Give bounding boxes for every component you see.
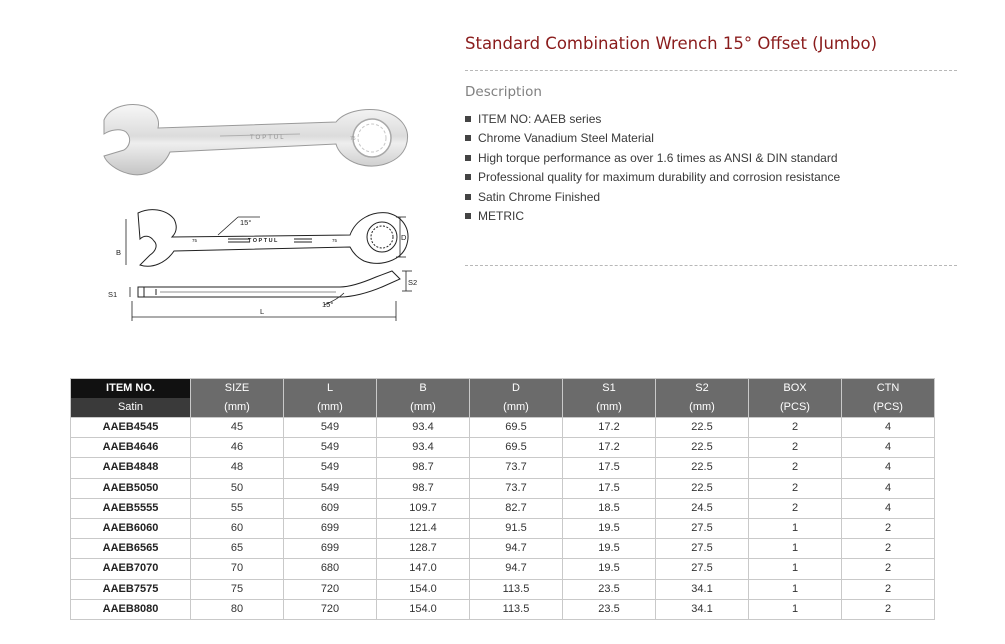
s2-cell: 27.5 (656, 559, 749, 579)
label-s1: S1 (108, 290, 118, 299)
d-cell: 113.5 (470, 579, 563, 599)
table-row (71, 579, 935, 599)
item-no-cell: AAEB5555 (71, 498, 191, 518)
size-cell: 65 (191, 539, 284, 559)
l-cell: 609 (284, 498, 377, 518)
s1-cell: 17.2 (563, 438, 656, 458)
s1-cell: 19.5 (563, 559, 656, 579)
l-cell: 699 (284, 539, 377, 559)
l-cell: 549 (284, 418, 377, 438)
b-cell: 93.4 (377, 418, 470, 438)
b-cell: 154.0 (377, 599, 470, 619)
s2-cell: 22.5 (656, 418, 749, 438)
header-d: D (470, 379, 563, 399)
s2-cell: 27.5 (656, 518, 749, 538)
s2-cell: 24.5 (656, 498, 749, 518)
box-cell: 1 (749, 599, 842, 619)
diagram-size-mark-right: 75 (332, 238, 338, 243)
product-photo (100, 98, 430, 182)
square-bullet-icon (465, 155, 471, 161)
box-cell: 2 (749, 438, 842, 458)
s2-cell: 22.5 (656, 478, 749, 498)
s2-cell: 22.5 (656, 458, 749, 478)
header-s1: S1 (563, 379, 656, 399)
square-bullet-icon (465, 194, 471, 200)
ctn-cell: 2 (842, 599, 935, 619)
b-cell: 109.7 (377, 498, 470, 518)
square-bullet-icon (465, 116, 471, 122)
description-item: ITEM NO: AAEB series (465, 112, 840, 131)
size-cell: 45 (191, 418, 284, 438)
d-cell: 73.7 (470, 478, 563, 498)
description-list (465, 112, 840, 228)
l-cell: 549 (284, 438, 377, 458)
d-cell: 113.5 (470, 599, 563, 619)
b-cell: 154.0 (377, 579, 470, 599)
description-item: Satin Chrome Finished (465, 190, 840, 209)
specification-table (70, 378, 935, 620)
box-cell: 1 (749, 579, 842, 599)
ctn-cell: 4 (842, 458, 935, 478)
l-cell: 720 (284, 579, 377, 599)
item-no-cell: AAEB4848 (71, 458, 191, 478)
label-d: D (401, 233, 407, 242)
item-no-cell: AAEB4545 (71, 418, 191, 438)
d-cell: 94.7 (470, 539, 563, 559)
table-header (71, 379, 935, 418)
label-b: B (116, 248, 122, 257)
s1-cell: 17.5 (563, 478, 656, 498)
table-row (71, 599, 935, 619)
s2-cell: 34.1 (656, 599, 749, 619)
box-cell: 1 (749, 518, 842, 538)
s2-cell: 22.5 (656, 438, 749, 458)
dimension-diagram (100, 205, 430, 325)
d-cell: 73.7 (470, 458, 563, 478)
divider-top (465, 70, 957, 71)
l-cell: 699 (284, 518, 377, 538)
header-item-no: ITEM NO. (71, 379, 191, 399)
item-no-cell: AAEB6565 (71, 539, 191, 559)
label-angle-top: 15° (240, 218, 252, 227)
s2-cell: 27.5 (656, 539, 749, 559)
b-cell: 98.7 (377, 478, 470, 498)
photo-size-mark: 75 (350, 136, 356, 142)
header-unit: (mm) (656, 398, 749, 418)
size-cell: 48 (191, 458, 284, 478)
ctn-cell: 4 (842, 418, 935, 438)
ctn-cell: 2 (842, 539, 935, 559)
s1-cell: 19.5 (563, 539, 656, 559)
d-cell: 82.7 (470, 498, 563, 518)
d-cell: 69.5 (470, 418, 563, 438)
box-cell: 1 (749, 559, 842, 579)
table-row (71, 518, 935, 538)
label-s2: S2 (408, 278, 418, 287)
d-cell: 91.5 (470, 518, 563, 538)
table-row (71, 438, 935, 458)
product-title: Standard Combination Wrench 15° Offset (Jumbo) (465, 34, 878, 53)
item-no-cell: AAEB7070 (71, 559, 191, 579)
table-row (71, 478, 935, 498)
header-unit: (PCS) (749, 398, 842, 418)
size-cell: 80 (191, 599, 284, 619)
table-body (71, 418, 935, 620)
b-cell: 93.4 (377, 438, 470, 458)
wrench-side-view (138, 271, 400, 297)
s1-cell: 23.5 (563, 579, 656, 599)
header-unit: (PCS) (842, 398, 935, 418)
description-item: METRIC (465, 209, 840, 228)
ctn-cell: 4 (842, 478, 935, 498)
description-item: Chrome Vanadium Steel Material (465, 131, 840, 150)
item-no-cell: AAEB5050 (71, 478, 191, 498)
header-finish: Satin (71, 398, 191, 418)
square-bullet-icon (465, 174, 471, 180)
b-cell: 98.7 (377, 458, 470, 478)
b-cell: 147.0 (377, 559, 470, 579)
s1-cell: 23.5 (563, 599, 656, 619)
s1-cell: 17.5 (563, 458, 656, 478)
table-row (71, 458, 935, 478)
table-row (71, 498, 935, 518)
header-unit: (mm) (470, 398, 563, 418)
table-row (71, 539, 935, 559)
item-no-cell: AAEB4646 (71, 438, 191, 458)
box-cell: 2 (749, 478, 842, 498)
box-cell: 1 (749, 539, 842, 559)
size-cell: 46 (191, 438, 284, 458)
box-cell: 2 (749, 418, 842, 438)
item-no-cell: AAEB6060 (71, 518, 191, 538)
ctn-cell: 4 (842, 498, 935, 518)
header-size: SIZE (191, 379, 284, 399)
d-cell: 69.5 (470, 438, 563, 458)
side-dimension-lines (130, 271, 412, 321)
header-l: L (284, 379, 377, 399)
b-cell: 121.4 (377, 518, 470, 538)
l-cell: 720 (284, 599, 377, 619)
description-heading: Description (465, 84, 542, 100)
label-angle-side: 15° (322, 300, 334, 309)
s2-cell: 34.1 (656, 579, 749, 599)
header-unit: (mm) (191, 398, 284, 418)
size-cell: 70 (191, 559, 284, 579)
header-b: B (377, 379, 470, 399)
l-cell: 680 (284, 559, 377, 579)
photo-brand-text: TOPTUL (250, 135, 286, 141)
s1-cell: 17.2 (563, 418, 656, 438)
s1-cell: 19.5 (563, 518, 656, 538)
d-cell: 94.7 (470, 559, 563, 579)
l-cell: 549 (284, 478, 377, 498)
header-unit: (mm) (377, 398, 470, 418)
ctn-cell: 4 (842, 438, 935, 458)
size-cell: 55 (191, 498, 284, 518)
item-no-cell: AAEB8080 (71, 599, 191, 619)
box-cell: 2 (749, 498, 842, 518)
header-unit: (mm) (563, 398, 656, 418)
ctn-cell: 2 (842, 579, 935, 599)
s1-cell: 18.5 (563, 498, 656, 518)
square-bullet-icon (465, 213, 471, 219)
diagram-brand-text: TOPTUL (248, 238, 279, 244)
description-item: Professional quality for maximum durability and corrosion resistance (465, 170, 840, 189)
ctn-cell: 2 (842, 559, 935, 579)
table-row (71, 559, 935, 579)
header-unit: (mm) (284, 398, 377, 418)
square-bullet-icon (465, 135, 471, 141)
size-cell: 50 (191, 478, 284, 498)
ctn-cell: 2 (842, 518, 935, 538)
divider-bottom (465, 265, 957, 266)
label-l: L (260, 307, 265, 316)
size-cell: 75 (191, 579, 284, 599)
size-cell: 60 (191, 518, 284, 538)
header-box: BOX (749, 379, 842, 399)
description-item: High torque performance as over 1.6 times as ANSI & DIN standard (465, 151, 840, 170)
item-no-cell: AAEB7575 (71, 579, 191, 599)
box-cell: 2 (749, 458, 842, 478)
header-ctn: CTN (842, 379, 935, 399)
l-cell: 549 (284, 458, 377, 478)
diagram-size-mark-left: 75 (192, 238, 198, 243)
header-s2: S2 (656, 379, 749, 399)
b-cell: 128.7 (377, 539, 470, 559)
table-row (71, 418, 935, 438)
